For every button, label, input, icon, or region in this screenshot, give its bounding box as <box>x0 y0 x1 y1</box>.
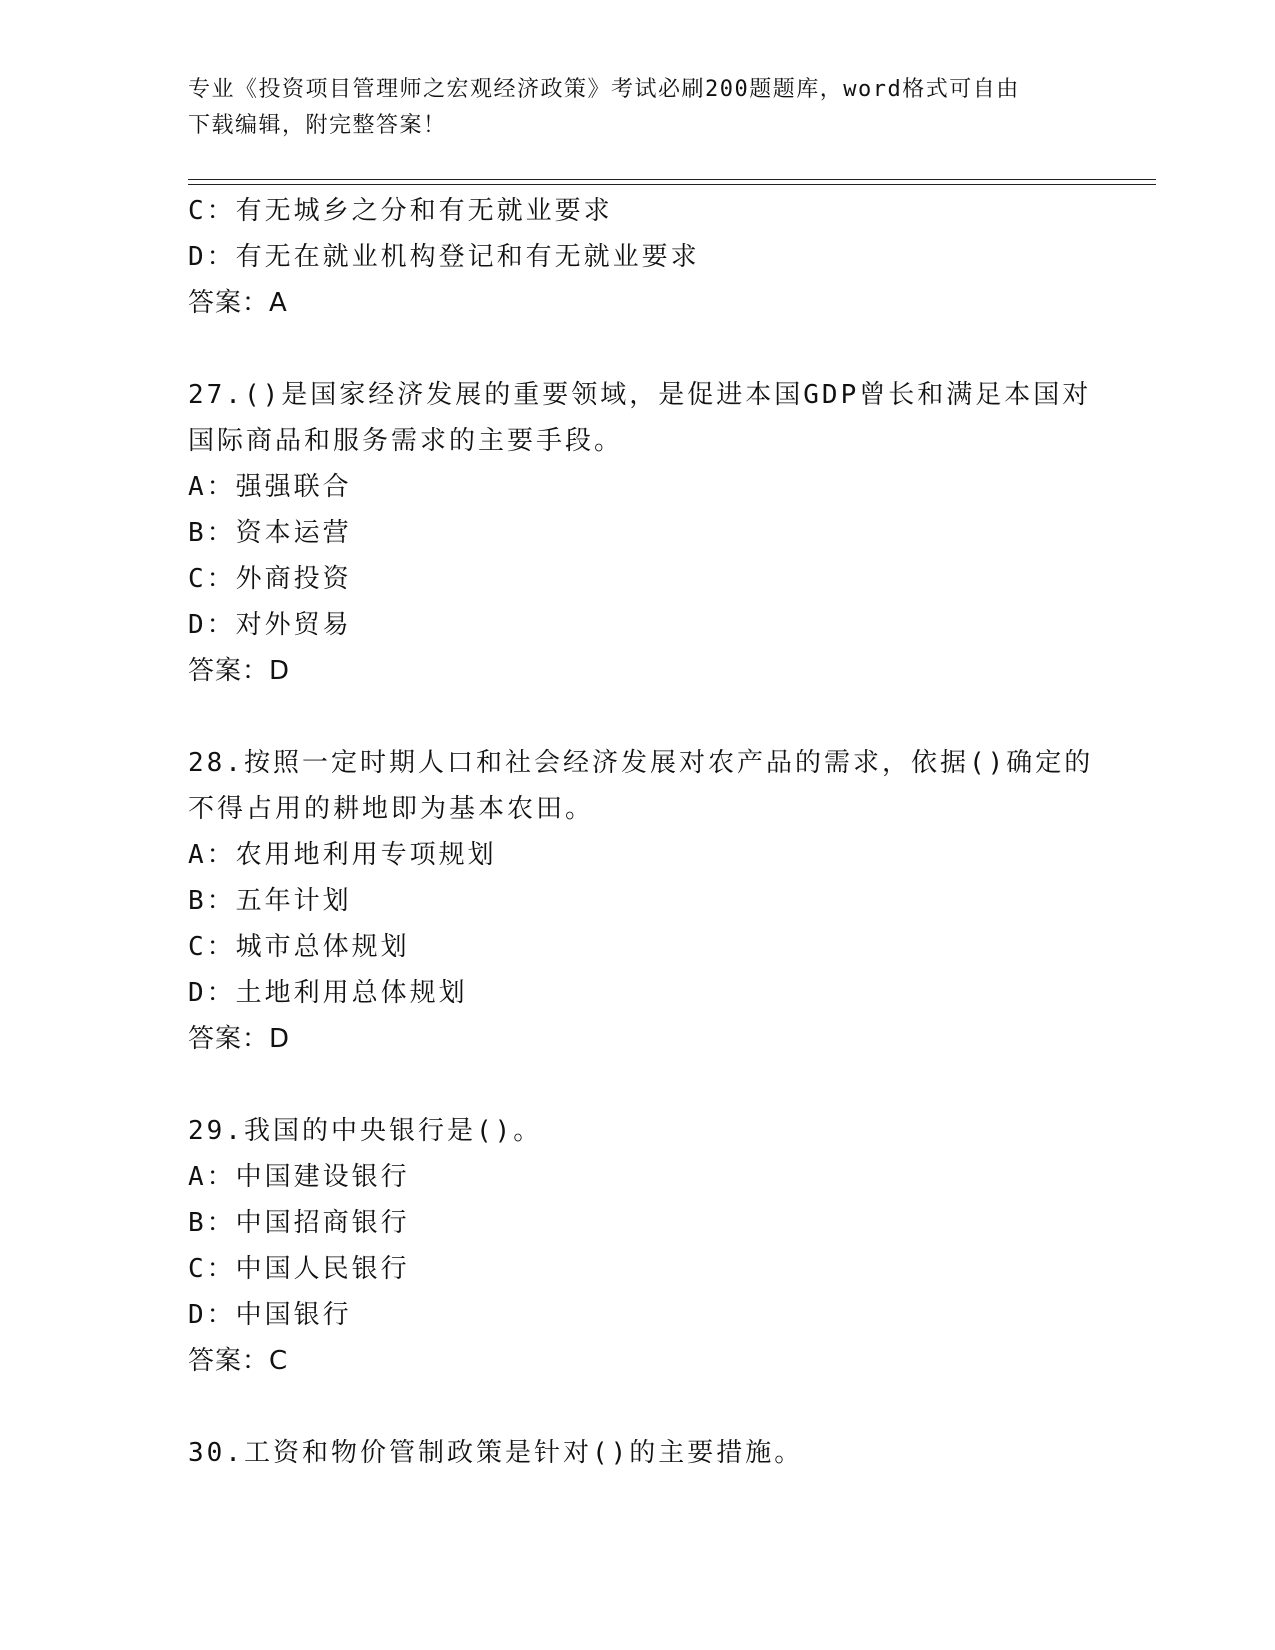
header-divider-bottom <box>188 184 1156 185</box>
header-divider-top <box>188 179 1156 180</box>
option-c: C：城市总体规划 <box>188 932 410 962</box>
answer-line: 答案：C <box>188 1346 289 1376</box>
question-stem-continued: 不得占用的耕地即为基本农田。 <box>188 794 595 824</box>
question-stem: 29.我国的中央银行是()。 <box>188 1116 543 1146</box>
option-c: C：有无城乡之分和有无就业要求 <box>188 196 613 226</box>
question-block-28 <box>188 740 1094 1062</box>
option-b: B：资本运营 <box>188 518 352 548</box>
option-a: A：强强联合 <box>188 472 352 502</box>
question-block-26 <box>188 188 1088 326</box>
question-block-29 <box>188 1108 1088 1384</box>
answer-line: 答案：A <box>188 288 288 318</box>
option-d: D：对外贸易 <box>188 610 352 640</box>
question-stem-continued: 国际商品和服务需求的主要手段。 <box>188 426 624 456</box>
answer-line: 答案：D <box>188 1024 291 1054</box>
document-header <box>188 72 1078 144</box>
option-d: D：有无在就业机构登记和有无就业要求 <box>188 242 700 272</box>
answer-line: 答案：D <box>188 656 291 686</box>
option-c: C：中国人民银行 <box>188 1254 410 1284</box>
question-stem: 27.()是国家经济发展的重要领域，是促进本国GDP曾长和满足本国对 <box>188 380 1092 410</box>
option-a: A：中国建设银行 <box>188 1162 410 1192</box>
document-body <box>188 188 1094 1476</box>
question-stem: 28.按照一定时期人口和社会经济发展对农产品的需求，依据()确定的 <box>188 748 1094 778</box>
option-d: D：中国银行 <box>188 1300 352 1330</box>
question-block-27 <box>188 372 1092 694</box>
header-title-line-1: 专业《投资项目管理师之宏观经济政策》考试必刷200题题库，word格式可自由 <box>188 77 1020 102</box>
option-b: B：中国招商银行 <box>188 1208 410 1238</box>
question-stem: 30.工资和物价管制政策是针对()的主要措施。 <box>188 1438 804 1468</box>
header-title-line-2: 下载编辑，附完整答案！ <box>188 113 447 138</box>
option-a: A：农用地利用专项规划 <box>188 840 497 870</box>
question-block-30 <box>188 1430 1088 1476</box>
option-d: D：土地利用总体规划 <box>188 978 468 1008</box>
option-c: C：外商投资 <box>188 564 352 594</box>
option-b: B：五年计划 <box>188 886 352 916</box>
